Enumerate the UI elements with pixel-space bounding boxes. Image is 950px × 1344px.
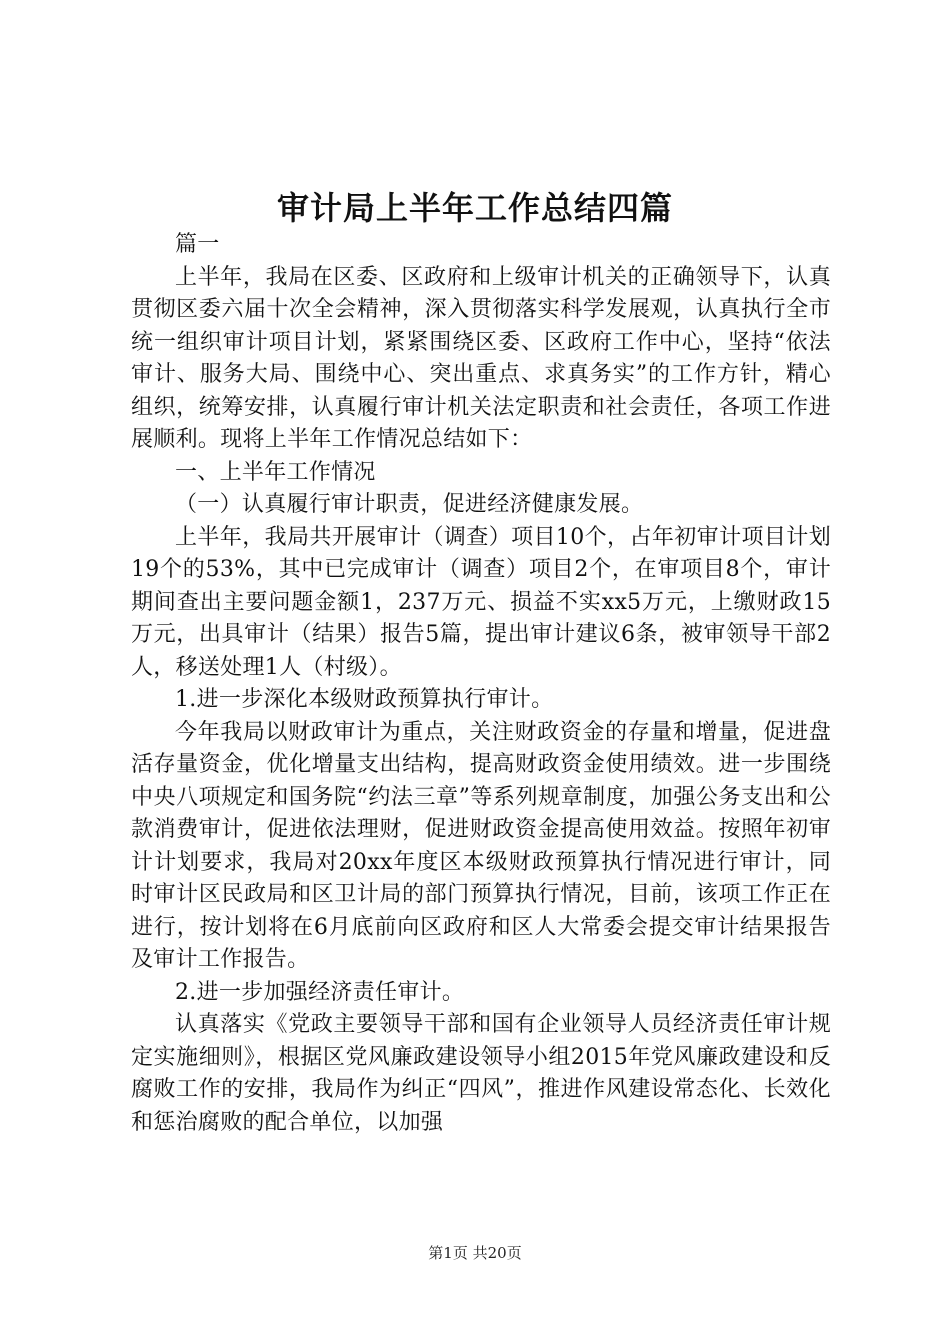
document-title: 审计局上半年工作总结四篇 (276, 189, 673, 227)
document-body (131, 229, 831, 1139)
section-heading-part-one: 篇一 (175, 232, 220, 257)
intro-paragraph: 上半年，我局在区委、区政府和上级审计机关的正确领导下，认真贯彻区委六届十次全会精神，深入贯彻落实科学发展观，认真执行全市统一组织审计项目计划，紧紧围绕区委、区政府工作中心，坚持“依法审计、服务大局、围绕中心、突出重点、求真务实”的工作方针，精心组织，统筹安排，认真履行审计机关法定职责和社会责任，各项工作进展顺利。现将上半年工作情况总结如下： (131, 264, 831, 452)
item-heading-budget-audit: 1.进一步深化本级财政预算执行审计。 (175, 687, 554, 712)
subsection-heading-audit-duties: （一）认真履行审计职责，促进经济健康发展。 (175, 492, 644, 517)
responsibility-audit-paragraph: 认真落实《党政主要领导干部和国有企业领导人员经济责任审计规定实施细则》，根据区党风廉政建设领导小组2015年党风廉政建设和反腐败工作的安排，我局作为纠正“四风”，推进作风建设常态化、长效化和惩治腐败的配合单位，以加强 (131, 1012, 831, 1135)
budget-audit-paragraph: 今年我局以财政审计为重点，关注财政资金的存量和增量，促进盘活存量资金，优化增量支出结构，提高财政资金使用绩效。进一步围绕中央八项规定和国务院“约法三章”等系列规章制度，加强公务支出和公款消费审计，促进依法理财，促进财政资金提高使用效益。按照年初审计计划要求，我局对20xx年度区本级财政预算执行情况进行审计，同时审计区民政局和区卫计局的部门预算执行情况，目前，该项工作正在进行，按计划将在6月底前向区政府和区人大常委会提交审计结果报告及审计工作报告。 (131, 719, 831, 972)
audit-summary-paragraph: 上半年，我局共开展审计（调查）项目10个，占年初审计项目计划19个的53%，其中已完成审计（调查）项目2个，在审项目8个，审计期间查出主要问题金额1，237万元、损益不实xx5万元，上缴财政15万元，出具审计（结果）报告5篇，提出审计建议6条，被审领导干部2人，移送处理1人（村级）。 (131, 524, 831, 680)
page-number-footer: 第1页 共20页 (428, 1244, 522, 1262)
section-heading-work-status: 一、上半年工作情况 (175, 459, 376, 485)
item-heading-responsibility-audit: 2.进一步加强经济责任审计。 (175, 979, 465, 1005)
